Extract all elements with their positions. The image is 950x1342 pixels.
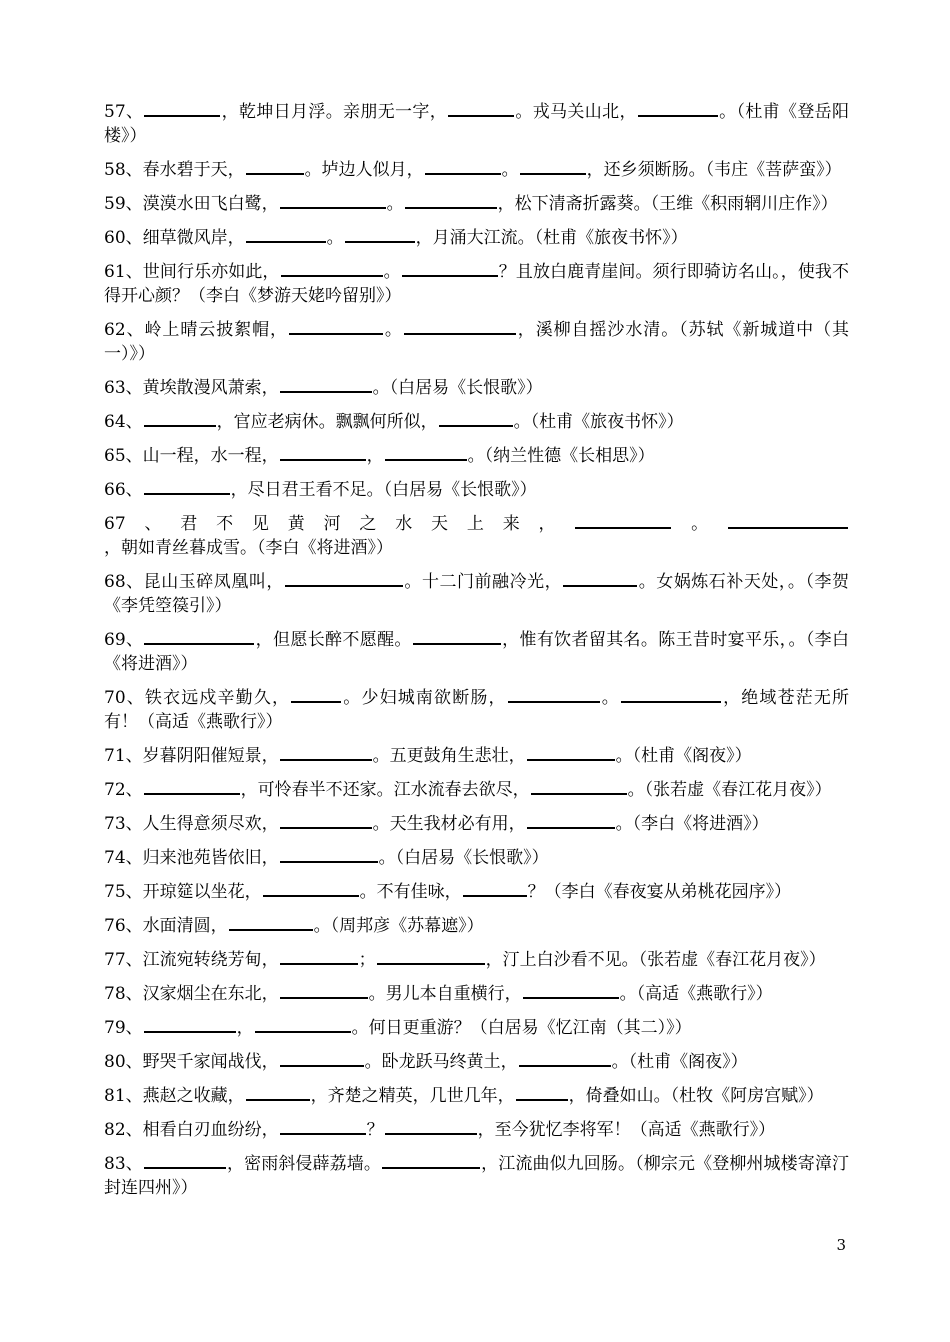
question-text: 67、君不见黄河之水天上来，: [104, 514, 575, 534]
question-text: 73、人生得意须尽欢，: [104, 814, 279, 834]
answer-blank[interactable]: [229, 914, 313, 931]
question-text: 。（周邦彦《苏幕遮》）: [313, 916, 484, 936]
question-item: [104, 778, 849, 802]
question-item: [104, 318, 849, 366]
question-text: ，密雨斜侵薜荔墙。: [226, 1154, 381, 1174]
question-text: 。: [501, 160, 519, 180]
answer-blank[interactable]: [280, 1118, 366, 1135]
answer-blank[interactable]: [519, 1050, 611, 1067]
question-item: [104, 880, 849, 904]
question-text: 72、: [104, 780, 143, 800]
question-text: 。（高适《燕歌行》）: [619, 984, 773, 1004]
answer-blank[interactable]: [439, 410, 513, 427]
question-text: 76、水面清圆，: [104, 916, 228, 936]
question-item: [104, 628, 849, 676]
answer-blank[interactable]: [621, 686, 721, 703]
answer-blank[interactable]: [144, 628, 254, 645]
question-item: [104, 158, 849, 182]
answer-blank[interactable]: [280, 812, 372, 829]
answer-blank[interactable]: [285, 570, 403, 587]
question-text: ，松下清斋折露葵。（王维《积雨辋川庄作》）: [497, 194, 838, 214]
answer-blank[interactable]: [144, 778, 240, 795]
question-text: 80、野哭千家闻战伐，: [104, 1052, 279, 1072]
answer-blank[interactable]: [280, 744, 372, 761]
question-item: [104, 260, 849, 308]
question-text: ？且放白鹿青崖间。须行即骑访名山。，使我不得开心颜？（李白《梦游天姥吟留别》）: [104, 262, 850, 306]
question-text: 58、春水碧于天，: [104, 160, 245, 180]
question-text: ，: [236, 1018, 254, 1038]
answer-blank[interactable]: [289, 318, 383, 335]
question-text: ，官应老病休。飘飘何所似，: [216, 412, 438, 432]
answer-blank[interactable]: [144, 1016, 236, 1033]
question-text: 。垆边人似月，: [304, 160, 424, 180]
question-text: 66、: [104, 480, 143, 500]
answer-blank[interactable]: [448, 100, 514, 117]
question-text: 。（杜甫《阁夜》）: [615, 746, 752, 766]
question-item: [104, 100, 849, 148]
question-text: 。（杜甫《旅夜书怀》）: [513, 412, 684, 432]
question-text: ，朝如青丝暮成雪。（李白《将进酒》）: [104, 538, 393, 558]
question-text: ？（李白《春夜宴从弟桃花园序》）: [527, 882, 792, 902]
question-text: ？: [366, 1120, 384, 1140]
question-text: 。（白居易《长恨歌》）: [372, 378, 543, 398]
question-text: 。（张若虚《春江花月夜》）: [627, 780, 832, 800]
question-item: [104, 1118, 849, 1142]
question-text: ，可怜春半不还家。江水流春去欲尽，: [240, 780, 530, 800]
question-text: 。: [600, 688, 620, 708]
question-item: [104, 570, 849, 618]
question-text: 68、昆山玉碎凤凰叫，: [104, 572, 284, 592]
question-text: ，尽日君王看不足。（白居易《长恨歌》）: [230, 480, 537, 500]
question-text: 62、岭上晴云披絮帽，: [104, 320, 288, 340]
question-text: 。女娲炼石补天处，。（李贺《李凭箜篌引》）: [104, 572, 850, 616]
question-text: 。卧龙跃马终黄土，: [364, 1052, 518, 1072]
answer-blank[interactable]: [563, 570, 637, 587]
answer-blank[interactable]: [246, 226, 326, 243]
question-text: 70、铁衣远戍辛勤久，: [104, 688, 291, 708]
answer-blank[interactable]: [527, 744, 615, 761]
question-text: 。: [383, 320, 403, 340]
question-text: 69、: [104, 630, 144, 650]
question-text: 71、岁暮阴阳催短景，: [104, 746, 279, 766]
question-item: [104, 914, 849, 938]
question-text: ，倚叠如山。（杜牧《阿房宫赋》）: [568, 1086, 824, 1106]
question-item: [104, 410, 849, 434]
question-text: 。（白居易《长恨歌》）: [378, 848, 549, 868]
question-text: 61、世间行乐亦如此，: [104, 262, 280, 282]
answer-blank[interactable]: [463, 880, 527, 897]
answer-blank[interactable]: [280, 444, 366, 461]
question-text: 59、漠漠水田飞白鹭，: [104, 194, 279, 214]
question-text: ，至今犹忆李将军！（高适《燕歌行》）: [477, 1120, 776, 1140]
question-text: 。天生我材必有用，: [372, 814, 526, 834]
question-text: 。: [672, 514, 727, 534]
question-text: 79、: [104, 1018, 143, 1038]
page-number: 3: [836, 1236, 846, 1254]
question-text: ，溪柳自摇沙水清。（苏轼《新城道中（其一）》）: [104, 320, 850, 364]
question-item: [104, 1152, 849, 1200]
question-text: 。五更鼓角生悲壮，: [372, 746, 526, 766]
question-text: 。（李白《将进酒》）: [615, 814, 769, 834]
question-item: [104, 686, 849, 734]
answer-blank[interactable]: [255, 1016, 351, 1033]
answer-blank[interactable]: [280, 982, 368, 999]
question-text: ，月涌大江流。（杜甫《旅夜书怀》）: [415, 228, 688, 248]
question-item: [104, 1050, 849, 1074]
answer-blank[interactable]: [413, 628, 501, 645]
answer-blank[interactable]: [385, 444, 467, 461]
answer-blank[interactable]: [280, 948, 358, 965]
answer-blank[interactable]: [405, 192, 497, 209]
question-text: 64、: [104, 412, 143, 432]
answer-blank[interactable]: [345, 226, 415, 243]
question-text: 60、细草微风岸，: [104, 228, 245, 248]
question-text: 65、山一程，水一程，: [104, 446, 279, 466]
answer-blank[interactable]: [280, 1050, 364, 1067]
answer-blank[interactable]: [385, 1118, 477, 1135]
question-text: ，乾坤日月浮。亲朋无一字，: [221, 102, 448, 122]
question-text: 。: [383, 262, 401, 282]
question-item: [104, 1016, 849, 1040]
question-text: ，还乡须断肠。（韦庄《菩萨蛮》）: [586, 160, 842, 180]
answer-blank[interactable]: [263, 880, 359, 897]
question-text: 75、开琼筵以坐花，: [104, 882, 262, 902]
question-item: [104, 512, 849, 560]
question-item: [104, 1084, 849, 1108]
answer-blank[interactable]: [377, 948, 485, 965]
answer-blank[interactable]: [425, 158, 501, 175]
question-item: [104, 192, 849, 216]
answer-blank[interactable]: [246, 1084, 310, 1101]
question-text: 。何日更重游？（白居易《忆江南（其二）》）: [351, 1018, 692, 1038]
question-text: ；: [358, 950, 376, 970]
answer-blank[interactable]: [728, 512, 848, 529]
question-text: 。少妇城南欲断肠，: [342, 688, 507, 708]
question-text: ，绝域苍茫无所有！（高适《燕歌行》）: [104, 688, 850, 732]
answer-blank[interactable]: [144, 1152, 226, 1169]
answer-blank[interactable]: [144, 478, 230, 495]
question-item: [104, 812, 849, 836]
question-text: 。不有佳咏，: [359, 882, 462, 902]
answer-blank[interactable]: [404, 318, 516, 335]
question-text: 。戎马关山北，: [515, 102, 637, 122]
question-item: [104, 744, 849, 768]
question-item: [104, 982, 849, 1006]
question-text: 。男儿本自重横行，: [368, 984, 522, 1004]
answer-blank[interactable]: [575, 512, 671, 529]
question-text: 。（杜甫《阁夜》）: [611, 1052, 748, 1072]
question-text: 。（纳兰性德《长相思》）: [467, 446, 655, 466]
answer-blank[interactable]: [246, 158, 304, 175]
question-text: 。（杜甫《登岳阳楼》）: [104, 102, 850, 146]
answer-blank[interactable]: [281, 260, 383, 277]
question-text: 81、燕赵之收藏，: [104, 1086, 245, 1106]
question-text: 74、归来池苑皆依旧，: [104, 848, 279, 868]
answer-blank[interactable]: [531, 778, 627, 795]
question-text: 83、: [104, 1154, 143, 1174]
question-text: ，江流曲似九回肠。（柳宗元《登柳州城楼寄漳汀封连四州》）: [104, 1154, 849, 1198]
answer-blank[interactable]: [638, 100, 718, 117]
answer-blank[interactable]: [527, 812, 615, 829]
answer-blank[interactable]: [144, 410, 216, 427]
answer-blank[interactable]: [382, 1152, 480, 1169]
question-item: [104, 846, 849, 870]
question-item: [104, 948, 849, 972]
answer-blank[interactable]: [402, 260, 498, 277]
answer-blank[interactable]: [523, 982, 619, 999]
question-text: ，惟有饮者留其名。陈王昔时宴平乐，。（李白《将进酒》）: [104, 630, 850, 674]
answer-blank[interactable]: [280, 192, 386, 209]
answer-blank[interactable]: [516, 1084, 568, 1101]
question-text: ，: [366, 446, 384, 466]
question-text: 。: [386, 194, 404, 214]
question-item: [104, 376, 849, 400]
question-text: 。十二门前融冷光，: [403, 572, 563, 592]
question-text: ，汀上白沙看不见。（张若虚《春江花月夜》）: [485, 950, 826, 970]
answer-blank[interactable]: [144, 100, 220, 117]
answer-blank[interactable]: [508, 686, 600, 703]
question-text: 77、江流宛转绕芳甸，: [104, 950, 279, 970]
question-item: [104, 478, 849, 502]
question-text: 57、: [104, 102, 144, 122]
answer-blank[interactable]: [520, 158, 586, 175]
answer-blank[interactable]: [291, 686, 341, 703]
question-text: ，但愿长醉不愿醒。: [255, 630, 412, 650]
question-text: 63、黄埃散漫风萧索，: [104, 378, 279, 398]
question-text: 。: [326, 228, 344, 248]
question-item: [104, 444, 849, 468]
question-item: [104, 226, 849, 250]
question-text: 78、汉家烟尘在东北，: [104, 984, 279, 1004]
question-text: ，齐楚之精英，几世几年，: [310, 1086, 515, 1106]
answer-blank[interactable]: [280, 376, 372, 393]
question-list: [104, 100, 849, 1210]
answer-blank[interactable]: [280, 846, 378, 863]
question-text: 82、相看白刃血纷纷，: [104, 1120, 279, 1140]
